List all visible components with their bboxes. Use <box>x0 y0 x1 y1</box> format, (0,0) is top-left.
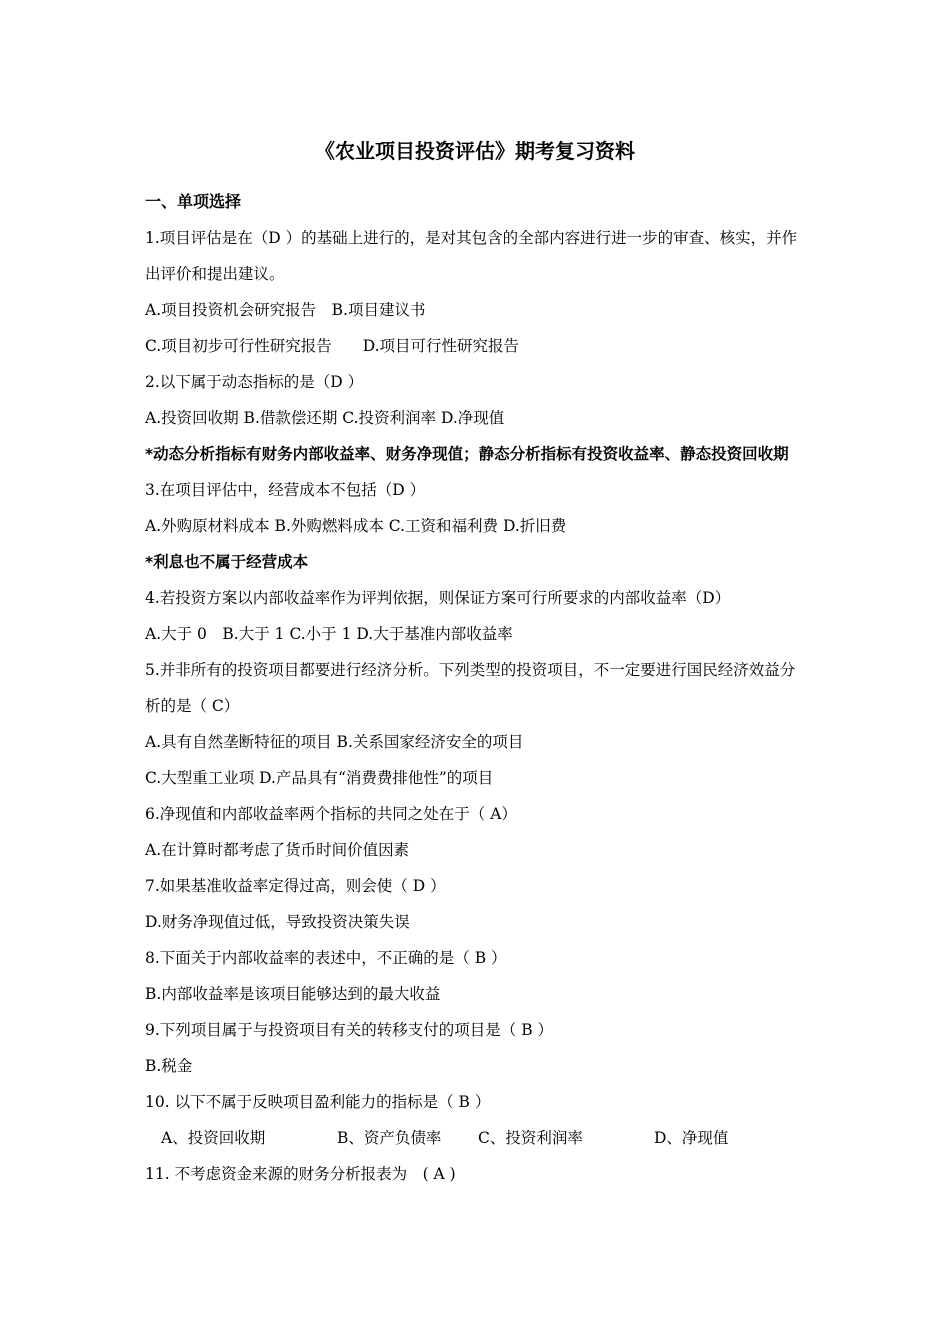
section-heading: 一、单项选择 <box>145 192 242 211</box>
document-line: A.外购原材料成本 B.外购燃料成本 C.工资和福利费 D.折旧费 <box>145 517 567 535</box>
document-line: 2.以下属于动态指标的是（D ） <box>145 373 364 391</box>
document-line: A.投资回收期 B.借款偿还期 C.投资利润率 D.净现值 <box>145 409 505 427</box>
document-line: B.内部收益率是该项目能够达到的最大收益 <box>145 985 441 1003</box>
option-d: D、净现值 <box>654 1129 729 1147</box>
document-line: 7.如果基准收益率定得过高，则会使（ D ） <box>145 877 446 895</box>
document-line: 9.下列项目属于与投资项目有关的转移支付的项目是（ B ） <box>145 1021 554 1039</box>
document-line: A.项目投资机会研究报告 B.项目建议书 <box>145 301 426 319</box>
document-line: C.项目初步可行性研究报告 D.项目可行性研究报告 <box>145 337 520 355</box>
document-line: 4.若投资方案以内部收益率作为评判依据，则保证方案可行所要求的内部收益率（D） <box>145 589 731 607</box>
document-line: A.在计算时都考虑了货币时间价值因素 <box>145 841 410 859</box>
document-line: D.财务净现值过低，导致投资决策失误 <box>145 913 410 931</box>
question-11-stem: 11. 不考虑资金来源的财务分析报表为 ( A ) <box>145 1165 456 1183</box>
question-lines <box>145 220 810 1084</box>
document-line: *动态分析指标有财务内部收益率、财务净现值；静态分析指标有投资收益率、静态投资回收期 <box>145 445 789 463</box>
document-line: 1.项目评估是在（D ）的基础上进行的，是对其包含的全部内容进行进一步的审查、核实，并作出评价和提出建议。 <box>145 229 798 283</box>
option-c: C、投资利润率 <box>478 1129 583 1147</box>
document-line: B.税金 <box>145 1057 193 1075</box>
document-line: 3.在项目评估中，经营成本不包括（D ） <box>145 481 426 499</box>
document-line: A.具有自然垄断特征的项目 B.关系国家经济安全的项目 <box>145 733 524 751</box>
document-line: A.大于 0 B.大于 1 C.小于 1 D.大于基准内部收益率 <box>145 625 513 643</box>
document-line: 6.净现值和内部收益率两个指标的共同之处在于（ A） <box>145 805 517 823</box>
document-line: 5.并非所有的投资项目都要进行经济分析。下列类型的投资项目，不一定要进行国民经济效益分析的是（ C） <box>145 661 796 715</box>
document-line: C.大型重工业项 D.产品具有“消费费排他性”的项目 <box>145 769 494 787</box>
option-b: B、资产负债率 <box>337 1129 442 1147</box>
page-title: 《农业项目投资评估》期考复习资料 <box>315 139 635 163</box>
document-line: *利息也不属于经营成本 <box>145 553 309 571</box>
question-10-stem: 10. 以下不属于反映项目盈利能力的指标是（ B ） <box>145 1093 491 1111</box>
document-line: 8.下面关于内部收益率的表述中，不正确的是（ B ） <box>145 949 507 967</box>
question-10-options <box>145 1120 810 1156</box>
document-body <box>145 184 810 1192</box>
option-a: A、投资回收期 <box>161 1129 266 1147</box>
